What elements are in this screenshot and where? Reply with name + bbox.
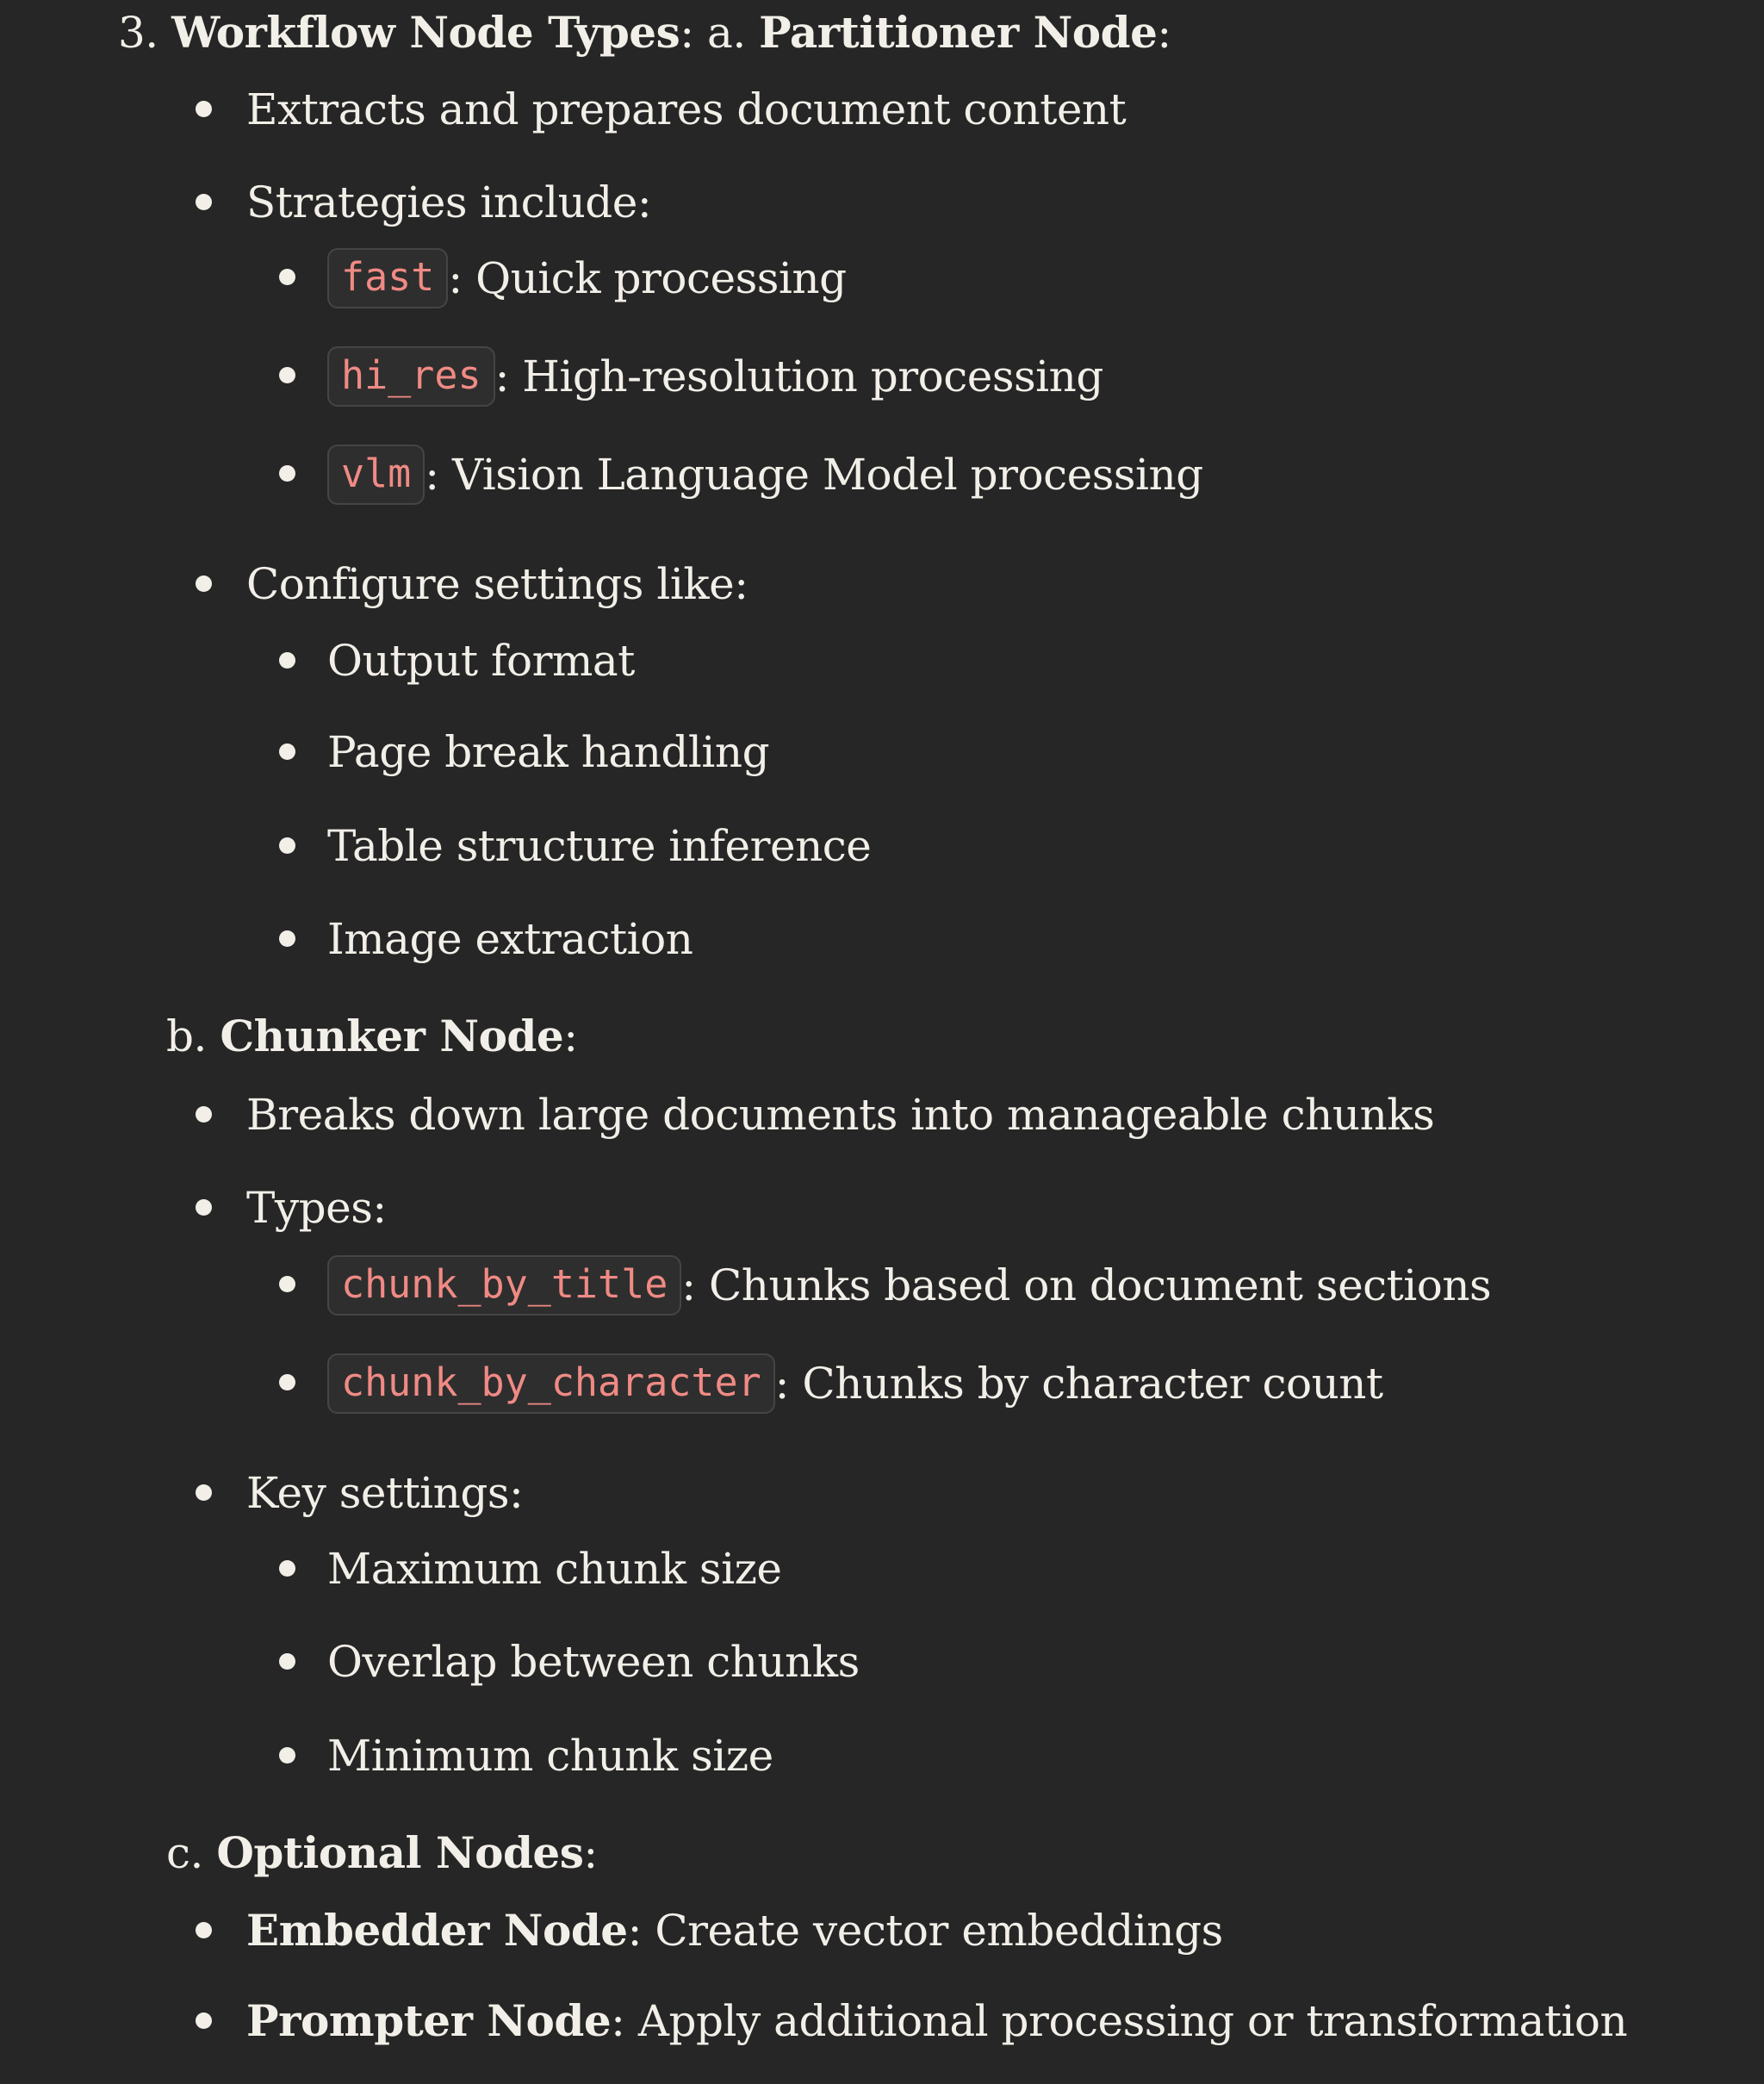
bullet [279, 1560, 295, 1577]
inline-code: fast [327, 248, 448, 308]
subsection-title: Chunker Node [220, 1011, 564, 1061]
bullet [196, 575, 212, 592]
bullet [279, 743, 295, 760]
subsection-title: Partitioner Node [759, 7, 1158, 58]
section-number: 3. [118, 8, 158, 58]
bullet [279, 269, 295, 285]
bullet [279, 652, 295, 669]
bullet [279, 837, 295, 854]
inline-code: chunk_by_character [327, 1353, 775, 1414]
subsection-letter: a. [707, 8, 746, 58]
subsection-letter: c. [166, 1828, 203, 1878]
bullet [196, 194, 212, 210]
inline-code: hi_res [327, 346, 495, 407]
bullet [196, 1106, 212, 1123]
bullet [196, 2012, 212, 2029]
bullet [279, 1276, 295, 1292]
bullet [196, 1199, 212, 1216]
bullet [196, 1922, 212, 1938]
bullet [279, 1747, 295, 1764]
bullet [196, 101, 212, 117]
inline-code: vlm [327, 445, 425, 505]
bullet [279, 930, 295, 947]
bullet [279, 367, 295, 383]
bullet [279, 1374, 295, 1390]
bullet [279, 465, 295, 482]
bullet [279, 1653, 295, 1670]
bullet [196, 1484, 212, 1501]
inline-code: chunk_by_title [327, 1255, 681, 1316]
section-title: Workflow Node Types [171, 7, 680, 58]
node-name: Prompter Node [246, 1995, 612, 2046]
subsection-letter: b. [166, 1011, 207, 1061]
node-name: Embedder Node [246, 1905, 628, 1956]
subsection-title: Optional Nodes [216, 1827, 584, 1878]
